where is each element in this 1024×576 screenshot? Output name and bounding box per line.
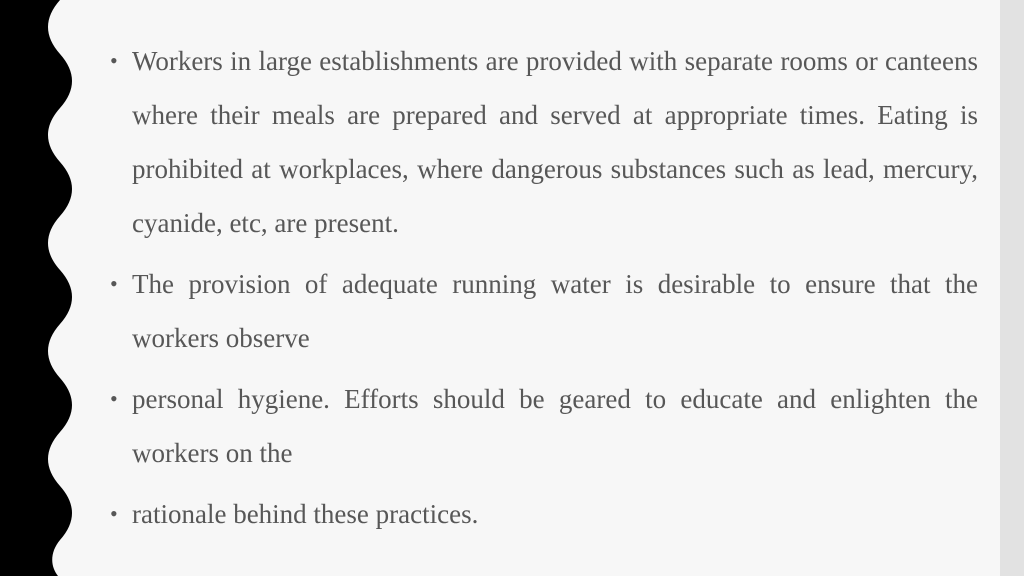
bullet-item [108,34,978,250]
bullet-text: Workers in large establishments are provided with separate rooms or canteens where their meals are prepared and served at appropriate times. Eating is prohibited at workplaces, where dangerous substances such as lead, mercury, cyanide, etc, are present. [132,46,978,238]
bullet-item [108,257,978,365]
bullet-text: personal hygiene. Efforts should be geared to educate and enlighten the workers on the [132,384,978,468]
bullet-list [108,34,978,548]
right-edge-strip [1000,0,1024,576]
bullet-item [108,487,978,541]
bullet-point: • [110,386,118,411]
bullet-text: rationale behind these practices. [132,499,479,529]
bullet-item [108,372,978,480]
bullet-point: • [110,271,118,296]
bullet-point: • [110,48,118,73]
bullet-text: The provision of adequate running water is desirable to ensure that the workers observe [132,269,978,353]
wavy-left-border [0,0,90,576]
bullet-point: • [110,501,118,526]
